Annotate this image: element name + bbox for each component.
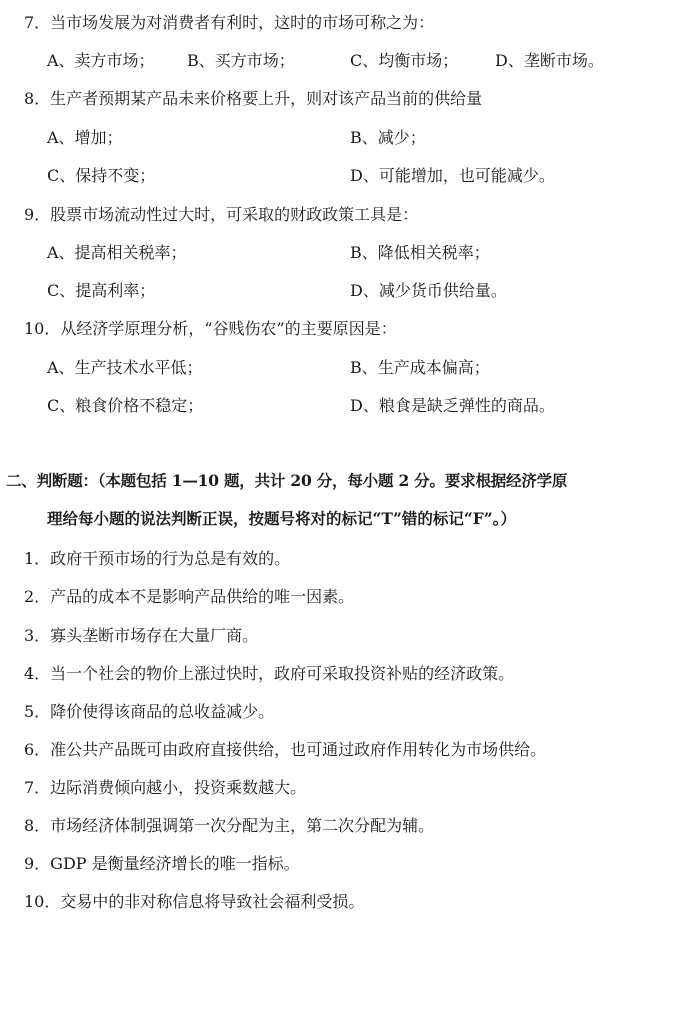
q10-option-a: A、生产技术水平低； [47, 358, 203, 377]
tf-item-8: 8．市场经济体制强调第一次分配为主，第二次分配为辅。 [24, 816, 435, 835]
q8-option-b: B、减少； [350, 128, 426, 147]
section-2-heading: 二、判断题：（本题包括 1—10 题，共计 20 分，每小题 2 分。要求根据经济学原 [6, 471, 568, 490]
question-10: 10．从经济学原理分析，“谷贱伤农”的主要原因是： [24, 319, 397, 338]
q7-option-d: D、垄断市场。 [495, 51, 604, 70]
tf-item-1: 1．政府干预市场的行为总是有效的。 [24, 549, 291, 568]
tf-item-4: 4．当一个社会的物价上涨过快时，政府可采取投资补贴的经济政策。 [24, 664, 515, 683]
tf-item-7: 7．边际消费倾向越小，投资乘数越大。 [24, 778, 307, 797]
question-7: 7．当市场发展为对消费者有利时，这时的市场可称之为： [24, 13, 435, 32]
section-2-heading-cont: 理给每小题的说法判断正误，按题号将对的标记“T”错的标记“F”。） [47, 509, 516, 528]
q8-option-a: A、增加； [47, 128, 123, 147]
q8-option-d: D、可能增加，也可能减少。 [350, 166, 555, 185]
q9-option-b: B、降低相关税率； [350, 243, 490, 262]
q10-option-d: D、粮食是缺乏弹性的商品。 [350, 396, 555, 415]
q7-option-c: C、均衡市场； [350, 51, 459, 70]
tf-item-9: 9．GDP 是衡量经济增长的唯一指标。 [24, 854, 300, 873]
q9-option-c: C、提高利率； [47, 281, 156, 300]
tf-item-6: 6．准公共产品既可由政府直接供给，也可通过政府作用转化为市场供给。 [24, 740, 547, 759]
tf-item-10: 10．交易中的非对称信息将导致社会福利受损。 [24, 892, 365, 911]
q7-option-a: A、卖方市场； [47, 51, 155, 70]
q10-option-b: B、生产成本偏高； [350, 358, 490, 377]
q10-option-c: C、粮食价格不稳定； [47, 396, 204, 415]
q8-option-c: C、保持不变； [47, 166, 156, 185]
q9-option-d: D、减少货币供给量。 [350, 281, 507, 300]
tf-item-3: 3．寡头垄断市场存在大量厂商。 [24, 626, 259, 645]
tf-item-5: 5．降价使得该商品的总收益减少。 [24, 702, 275, 721]
q9-option-a: A、提高相关税率； [47, 243, 187, 262]
q7-option-b: B、买方市场； [187, 51, 295, 70]
question-9: 9．股票市场流动性过大时，可采取的财政政策工具是： [24, 205, 419, 224]
tf-item-2: 2．产品的成本不是影响产品供给的唯一因素。 [24, 587, 355, 606]
question-8: 8．生产者预期某产品未来价格要上升，则对该产品当前的供给量 [24, 89, 483, 108]
